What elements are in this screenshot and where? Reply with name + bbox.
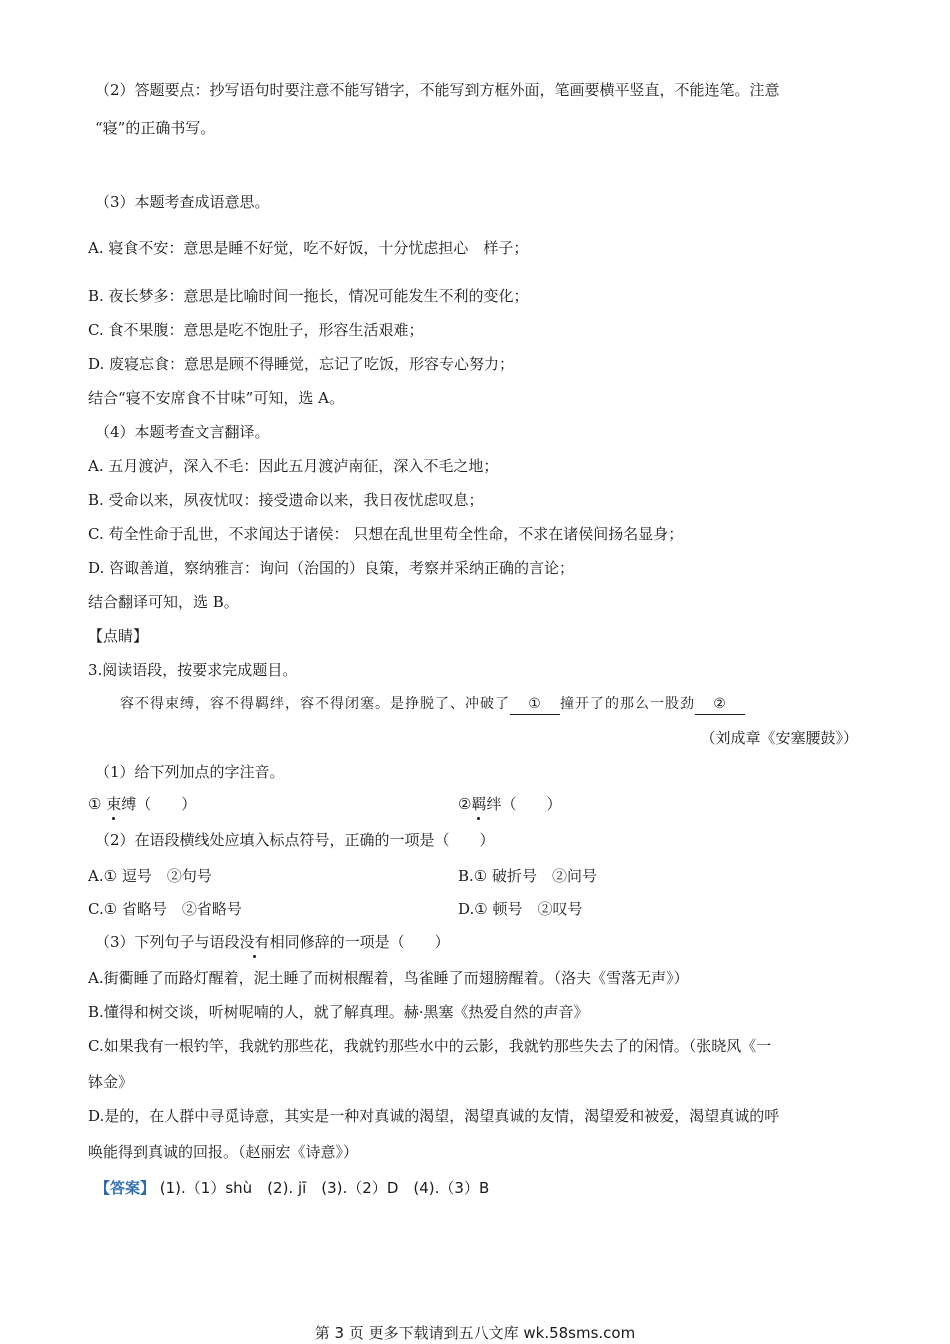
p4-option-a: A. 五月渡泸，深入不毛：因此五月渡泸南征，深入不毛之地； — [88, 457, 499, 475]
sub1-item2 — [458, 794, 561, 814]
page-footer: 第 3 页 更多下载请到五八文库 wk.58sms.com — [314, 1324, 636, 1342]
sub3-option-b: B.懂得和树交谈，听树呢喃的人，就了解真理。赫·黑塞《热爱自然的声音》 — [88, 1003, 589, 1021]
sub1-items — [88, 794, 888, 814]
sub3-option-d-line1: D.是的，在人群中寻觅诗意，其实是一种对真诚的渴望，渴望真诚的友情，渴望爱和被爱，渴望真诚的呼 — [88, 1107, 780, 1125]
sub2-option-c: C.① 省略号 ②省略号 — [88, 900, 242, 918]
answer-line — [95, 1178, 489, 1198]
item1-dotted-char: 束 — [106, 795, 122, 813]
p4-conclusion: 结合翻译可知，选 B。 — [88, 593, 239, 611]
p2-line2: “寝”的正确书写。 — [95, 119, 216, 137]
answer-text: (1).（1）shù (2). jī (3).（2）D (4).（3）B — [155, 1179, 490, 1197]
p3-option-d: D. 废寝忘食：意思是顾不得睡觉，忘记了吃饭，形容专心努力； — [88, 355, 515, 373]
p4-option-b: B. 受命以来，夙夜忧叹：接受遗命以来，我日夜忧虑叹息； — [88, 491, 484, 509]
item2-num: ② — [458, 795, 472, 813]
sub2-row1 — [88, 866, 888, 886]
sub2-option-d: D.① 顿号 ②叹号 — [458, 900, 583, 918]
blank-1: ① — [510, 694, 560, 715]
sub3-option-c-line2: 钵金》 — [88, 1073, 134, 1091]
p4-option-d: D. 咨诹善道，察纳雅言：询问（治国的）良策，考察并采纳正确的言论； — [88, 559, 575, 577]
answer-tag: 【答案】 — [95, 1179, 156, 1197]
sub3-intro — [95, 932, 450, 952]
q3-passage — [120, 694, 745, 715]
item2-dotted-char: 羁 — [471, 795, 487, 813]
sub2-option-b: B.① 破折号 ②问号 — [458, 867, 598, 885]
passage-text-b: 撞开了的那么一股劲 — [560, 696, 695, 712]
sub2-row2 — [88, 899, 888, 919]
sub3-option-c-line1: C.如果我有一根钓竿，我就钓那些花，我就钓那些水中的云影，我就钓那些失去了的闲情。（张晓风《一 — [88, 1037, 772, 1055]
blank-2: ② — [695, 694, 745, 715]
item2-rest: 绊（ ） — [486, 795, 562, 813]
q3-source: （刘成章《安塞腰鼓》） — [700, 729, 858, 747]
p3-intro: （3）本题考查成语意思。 — [95, 193, 270, 211]
sub3-option-a: A.街衢睡了而路灯醒着，泥土睡了而树根醒着，鸟雀睡了而翅膀醒着。（洛夫《雪落无声》） — [88, 969, 689, 987]
q3-title: 3.阅读语段，按要求完成题目。 — [88, 661, 298, 679]
item1-num: ① — [88, 795, 107, 813]
p2-line1: （2）答题要点：抄写语句时要注意不能写错字，不能写到方框外面，笔画要横平竖直，不能连笔。注意 — [95, 81, 780, 99]
sub1-intro: （1）给下列加点的字注音。 — [95, 763, 285, 781]
sub3-option-d-line2: 唤能得到真诚的回报。（赵丽宏《诗意》） — [88, 1143, 359, 1161]
sub1-item1 — [88, 795, 196, 813]
p3-option-b: B. 夜长梦多：意思是比喻时间一拖长，情况可能发生不利的变化； — [88, 287, 529, 305]
sub2-option-a: A.① 逗号 ②句号 — [88, 867, 212, 885]
p4-option-c: C. 苟全性命于乱世，不求闻达于诸侯： 只想在乱世里苟全性命，不求在诸侯间扬名显身； — [88, 525, 684, 543]
item1-rest: 缚（ ） — [121, 795, 197, 813]
p4-intro: （4）本题考查文言翻译。 — [95, 423, 270, 441]
passage-text-a: 容不得束缚，容不得羁绊，容不得闭塞。是挣脱了、冲破了 — [120, 696, 510, 712]
p3-conclusion: 结合“寝不安席食不甘味”可知，选 A。 — [88, 389, 344, 407]
sub2-intro: （2）在语段横线处应填入标点符号，正确的一项是（ ） — [95, 831, 495, 849]
p3-option-a: A. 寝食不安：意思是睡不好觉，吃不好饭，十分忧虑担心 样子； — [88, 239, 529, 257]
p3-option-c: C. 食不果腹：意思是吃不饱肚子，形容生活艰难； — [88, 321, 424, 339]
dianjing-heading: 【点睛】 — [88, 627, 149, 645]
sub3-intro-post: 相同修辞的一项是（ ） — [269, 933, 450, 951]
sub3-dotted-word: 没有 — [239, 933, 270, 951]
sub3-intro-pre: （3）下列句子与语段 — [95, 933, 240, 951]
